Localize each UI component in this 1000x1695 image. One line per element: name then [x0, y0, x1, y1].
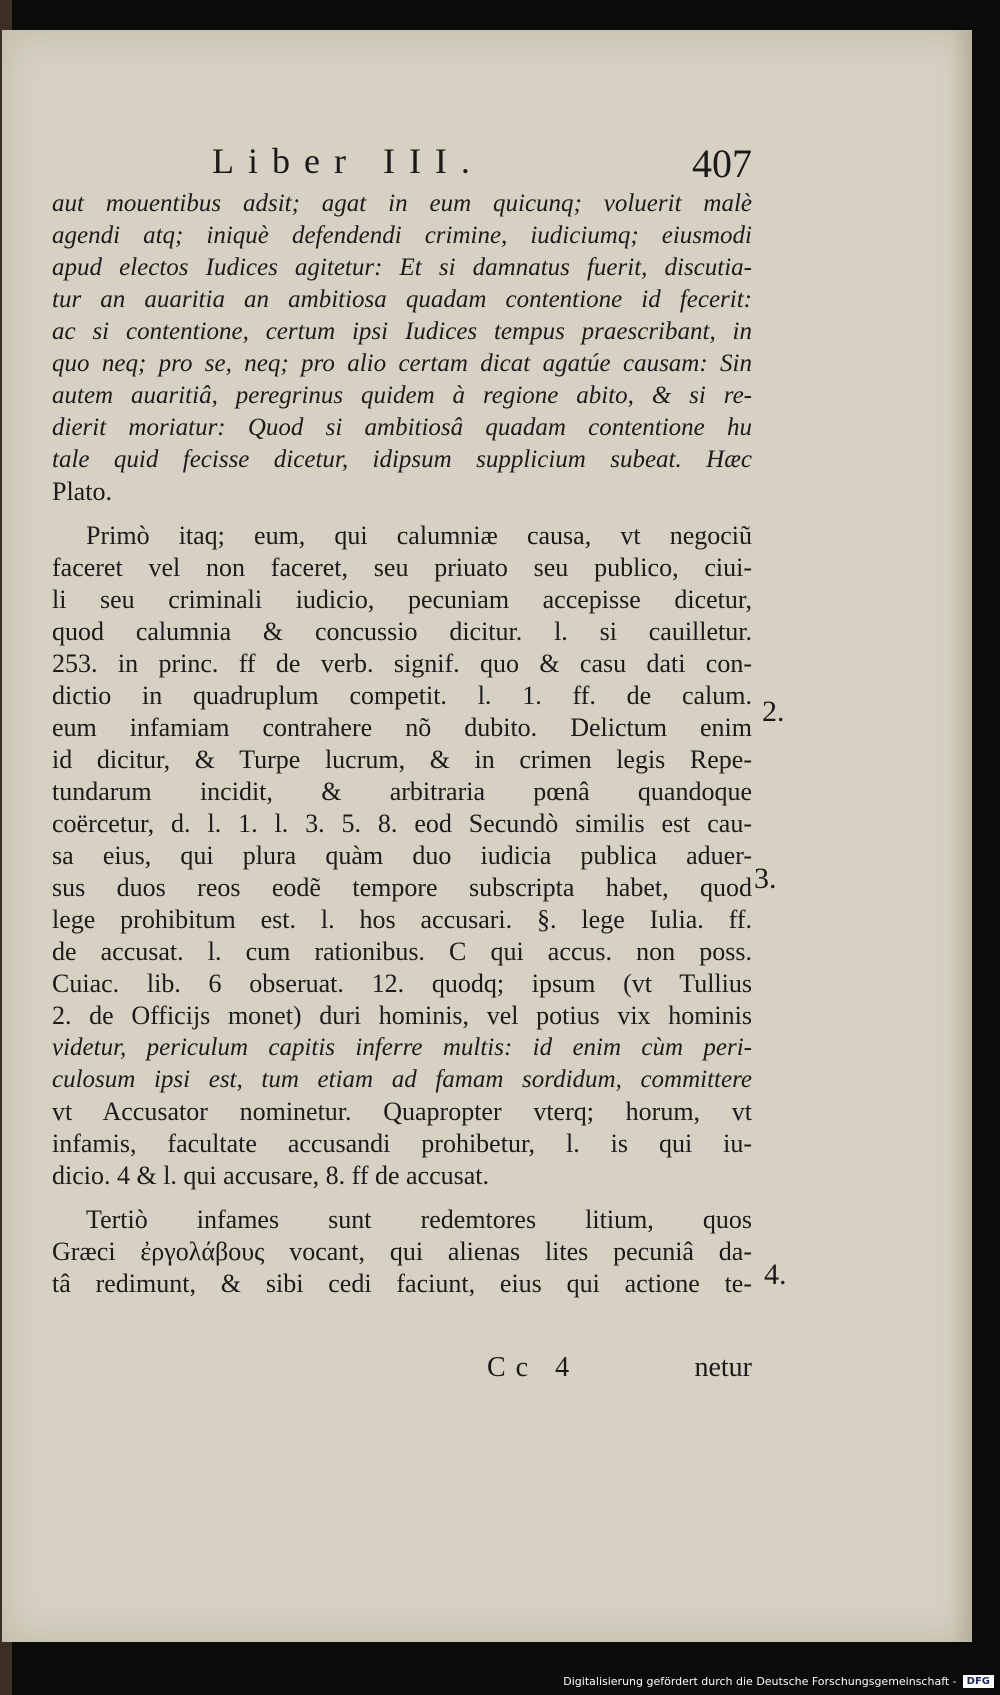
digitization-credit: [563, 1671, 994, 1691]
text-line: dictio in quadruplum competit. l. 1. ff. de calum.: [52, 681, 752, 710]
text-line: tur an auaritia an ambitiosa quadam contentione id fecerit:: [52, 286, 752, 313]
text-line: autem auaritiâ, peregrinus quidem à regione abito, & si re-: [52, 382, 752, 409]
text-line: agendi atq; iniquè defendendi crimine, iudiciumq; eiusmodi: [52, 222, 752, 249]
text-line: lege prohibitum est. l. hos accusari. §. lege Iulia. ff.: [52, 905, 752, 934]
text-line: Tertiò infames sunt redemtores litium, quos: [86, 1205, 752, 1234]
text-line: aut mouentibus adsit; agat in eum quicunq; voluerit malè: [52, 190, 752, 217]
margin-note: 2.: [762, 695, 785, 728]
text-line: tâ redimunt, & sibi cedi faciunt, eius qui actione te-: [52, 1269, 752, 1298]
margin-note: 3.: [754, 862, 777, 895]
text-line: culosum ipsi est, tum etiam ad famam sordidum, committere: [52, 1066, 752, 1093]
catchword: netur: [694, 1352, 752, 1383]
text-line: Cuiac. lib. 6 obseruat. 12. quodq; ipsum (vt Tullius: [52, 969, 752, 998]
text-line: quo neq; pro se, neq; pro alio certam dicat agatúe causam: Sin: [52, 350, 752, 377]
text-line: Græci ἐργολάβους vocant, qui alienas lites pecuniâ da-: [52, 1237, 752, 1266]
text-line: sa eius, qui plura quàm duo iudicia publica aduer-: [52, 841, 752, 870]
text-line: li seu criminali iudicio, pecuniam accepisse dicetur,: [52, 585, 752, 614]
text-line: tale quid fecisse dicetur, idipsum supplicium subeat. Hæc: [52, 446, 752, 473]
text-line: de accusat. l. cum rationibus. C qui accus. non poss.: [52, 937, 752, 966]
text-line: quod calumnia & concussio dicitur. l. si cauilletur.: [52, 617, 752, 646]
signature-mark: Cc 4: [487, 1352, 580, 1383]
book-page: [2, 30, 972, 1642]
text-line: id dicitur, & Turpe lucrum, & in crimen legis Repe-: [52, 745, 752, 774]
text-line: 253. in princ. ff de verb. signif. quo & casu dati con-: [52, 649, 752, 678]
text-line: eum infamiam contrahere nõ dubito. Delictum enim: [52, 713, 752, 742]
text-line: dierit moriatur: Quod si ambitiosâ quadam contentione hu: [52, 414, 752, 441]
margin-note: 4.: [764, 1258, 787, 1291]
body-text: [52, 188, 752, 1300]
text-line: tundarum incidit, & arbitraria pœnâ quandoque: [52, 777, 752, 806]
credit-text: Digitalisierung gefördert durch die Deutsche Forschungsgemeinschaft -: [563, 1674, 957, 1688]
text-line: 2. de Officijs monet) duri hominis, vel potius vix hominis: [52, 1001, 752, 1030]
text-line: faceret vel non faceret, seu priuato seu publico, ciui-: [52, 553, 752, 582]
page-header: [212, 140, 752, 192]
text-line: Plato.: [52, 477, 112, 506]
text-line: infamis, facultate accusandi prohibetur, l. is qui iu-: [52, 1129, 752, 1158]
dfg-logo: DFG: [963, 1675, 994, 1688]
text-line: dicio. 4 & l. qui accusare, 8. ff de accusat.: [52, 1161, 490, 1190]
page-number: 407: [692, 141, 752, 186]
page-footer-line: [487, 1352, 752, 1388]
text-line: sus duos reos eodẽ tempore subscripta habet, quod: [52, 873, 752, 902]
text-line: ac si contentione, certum ipsi Iudices tempus praescribant, in: [52, 318, 752, 345]
text-line: vt Accusator nominetur. Quapropter vterq; horum, vt: [52, 1097, 752, 1126]
text-line: coërcetur, d. l. 1. l. 3. 5. 8. eod Secundò similis est cau-: [52, 809, 752, 838]
text-line: Primò itaq; eum, qui calumniæ causa, vt negociũ: [86, 521, 752, 550]
running-title: Liber III.: [212, 141, 484, 181]
text-line: videtur, periculum capitis inferre multis: id enim cùm peri-: [52, 1034, 752, 1061]
text-line: apud electos Iudices agitetur: Et si damnatus fuerit, discutia-: [52, 254, 752, 281]
